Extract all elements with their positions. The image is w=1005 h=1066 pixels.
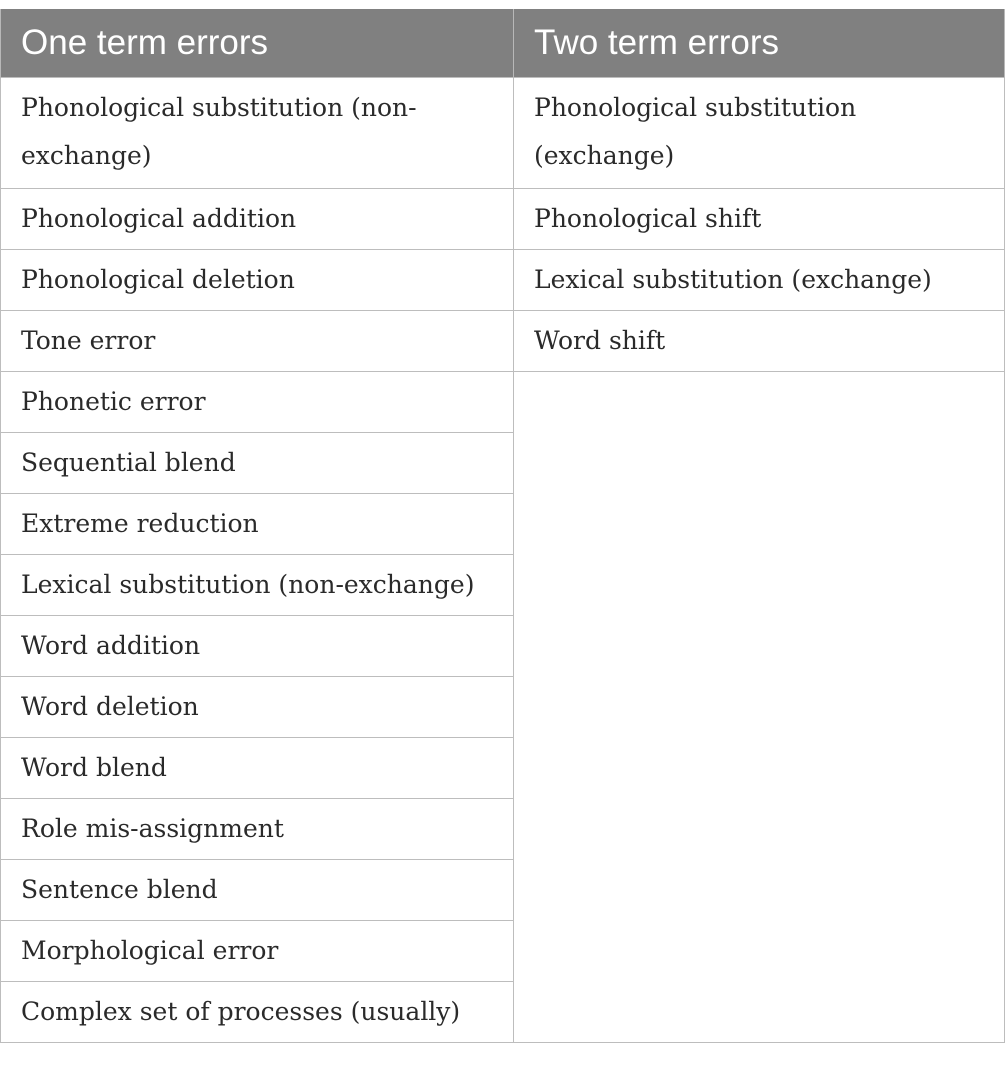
table-cell-one-term: Extreme reduction [1, 494, 514, 555]
table-cell-one-term: Role mis-assignment [1, 799, 514, 860]
table-cell-two-term: Phonological substitution (exchange) [514, 78, 1005, 189]
table-cell-one-term: Phonological substitution (non-exchange) [1, 78, 514, 189]
table-cell-one-term: Tone error [1, 311, 514, 372]
table-row [1, 189, 1005, 250]
header-two-term-errors: Two term errors [514, 9, 1005, 78]
table-cell-two-term: Lexical substitution (exchange) [514, 250, 1005, 311]
table-row [1, 372, 1005, 433]
table-cell-one-term: Sentence blend [1, 860, 514, 921]
table-cell-two-term: Word shift [514, 311, 1005, 372]
table-cell-one-term: Phonetic error [1, 372, 514, 433]
table-cell-one-term: Word deletion [1, 677, 514, 738]
table-cell-one-term: Morphological error [1, 921, 514, 982]
table-row [1, 311, 1005, 372]
table-cell-one-term: Phonological addition [1, 189, 514, 250]
table-cell-two-term: Phonological shift [514, 189, 1005, 250]
table-cell-one-term: Lexical substitution (non-exchange) [1, 555, 514, 616]
table-cell-one-term: Word blend [1, 738, 514, 799]
error-types-table [0, 9, 1005, 1043]
table-cell-one-term: Complex set of processes (usually) [1, 982, 514, 1043]
header-row [1, 9, 1005, 78]
table-cell-one-term: Phonological deletion [1, 250, 514, 311]
table-row [1, 78, 1005, 189]
table-cell-two-term-empty [514, 372, 1005, 1043]
table-cell-one-term: Word addition [1, 616, 514, 677]
table-cell-one-term: Sequential blend [1, 433, 514, 494]
table-row [1, 250, 1005, 311]
header-one-term-errors: One term errors [1, 9, 514, 78]
